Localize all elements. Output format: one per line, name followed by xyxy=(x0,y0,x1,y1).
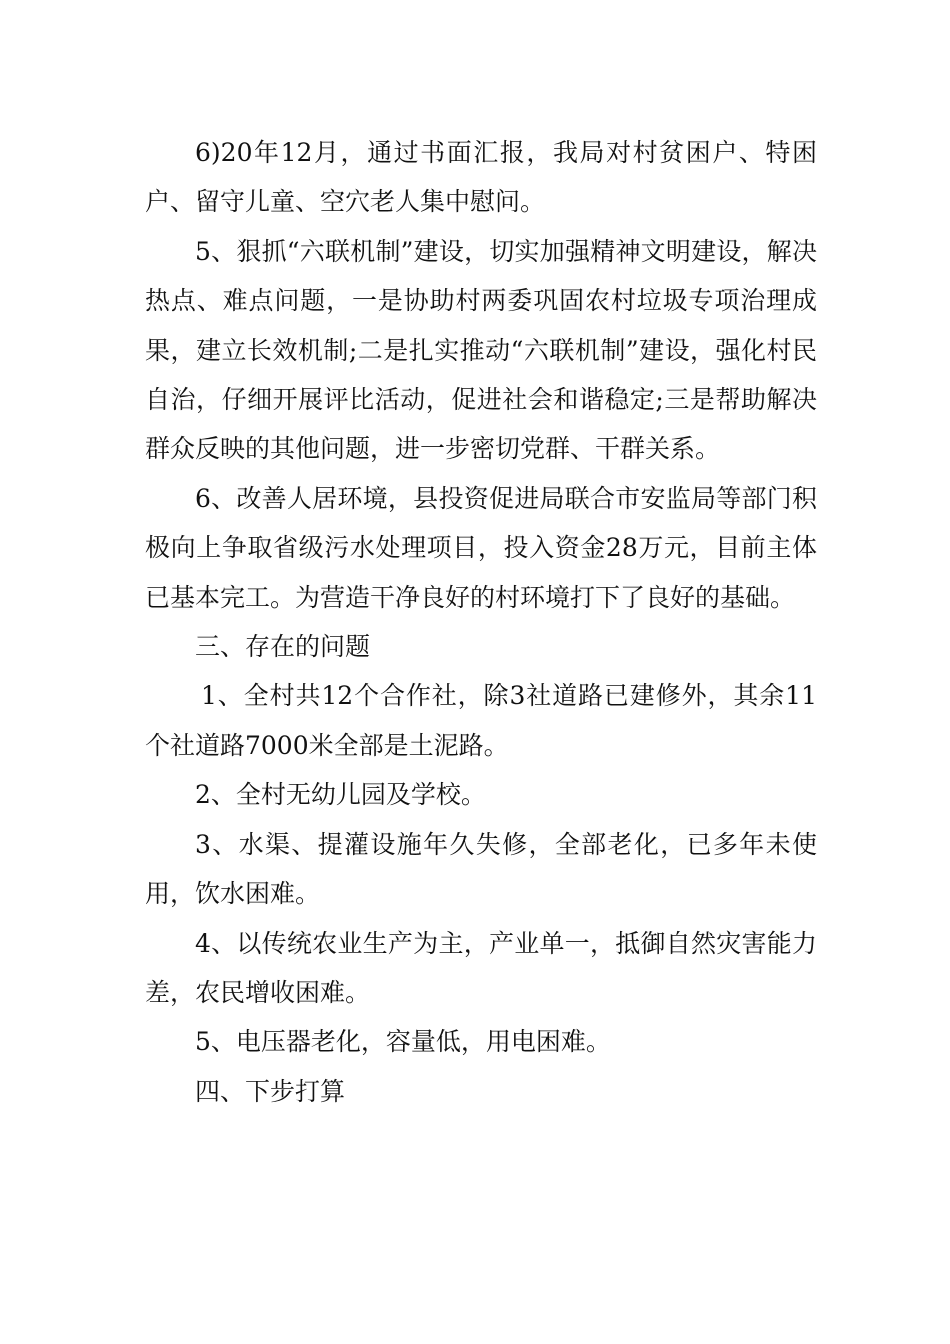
paragraph-problem-electricity: 5、电压器老化，容量低，用电困难。 xyxy=(195,1027,611,1057)
section-heading-next-steps: 四、下步打算 xyxy=(195,1076,346,1106)
paragraph-problem-roads: 1、全村共12个合作社，除3社道路已建修外，其余11个社道路7000米全部是土泥路。 xyxy=(145,681,817,760)
paragraph-six-link-mechanism: 5、狠抓“六联机制”建设，切实加强精神文明建设，解决热点、难点问题，一是协助村两委巩固农村垃圾专项治理成果，建立长效机制;二是扎实推动“六联机制”建设，强化村民自治，仔细开展评比活动，促进社会和谐稳定;三是帮助解决群众反映的其他问题，进一步密切党群、干群关系。 xyxy=(145,236,817,464)
section-heading-existing-problems: 三、存在的问题 xyxy=(195,632,371,662)
document-body xyxy=(145,128,817,1116)
paragraph-problem-irrigation: 3、水渠、提灌设施年久失修，全部老化，已多年未使用，饮水困难。 xyxy=(145,829,817,909)
paragraph-condolence-visits: 6)20年12月，通过书面汇报，我局对村贫困户、特困户、留守儿童、空穴老人集中慰问。 xyxy=(145,138,817,217)
paragraph-problem-schools: 2、全村无幼儿园及学校。 xyxy=(195,780,486,810)
paragraph-problem-agriculture: 4、以传统农业生产为主，产业单一，抵御自然灾害能力差，农民增收困难。 xyxy=(145,928,817,1007)
paragraph-living-environment: 6、改善人居环境，县投资促进局联合市安监局等部门积极向上争取省级污水处理项目，投入资金28万元，目前主体已基本完工。为营造干净良好的村环境打下了良好的基础。 xyxy=(145,483,817,612)
